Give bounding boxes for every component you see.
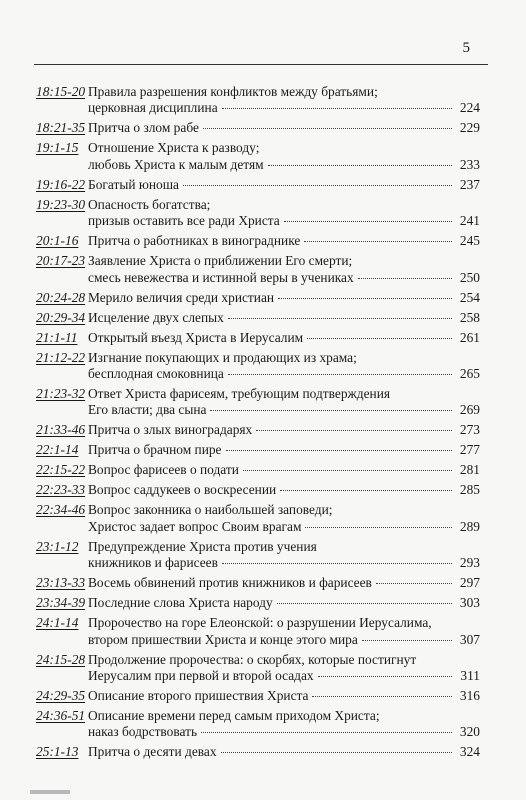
entry-title-line: Правила разрешения конфликтов между братьями; [88,84,378,99]
page-ref: 297 [459,575,480,591]
page-ref: 250 [459,269,480,285]
page-ref: 224 [459,100,480,116]
page-ref: 273 [459,422,480,438]
scripture-reference: 21:33-46 [36,422,86,438]
page-ref: 269 [459,402,480,418]
entry-title-line: Последние слова Христа народу [88,595,273,611]
page-ref: 258 [459,309,480,325]
scripture-reference: 20:24-28 [36,289,86,305]
dot-leader [277,603,452,604]
entry-title-line: Притча о работниках в винограднике [88,233,301,249]
entry-title-line: Иерусалим при первой и второй осадах [88,668,314,684]
scripture-reference: 22:23-33 [36,482,86,498]
scripture-reference: 19:16-22 [36,176,86,192]
dot-leader [362,640,452,641]
dot-leader [228,318,452,319]
page-ref: 311 [460,668,480,684]
dot-leader [358,278,452,279]
header-rule [34,64,488,65]
entry-title-line: Притча о злом рабе [88,120,199,136]
entry-title-line: Продолжение пророчества: о скорбях, которые постигнут [88,651,417,667]
toc-entry [36,539,480,572]
scripture-reference: 25:1-13 [36,744,79,760]
entry-title-line: Отношение Христа к разводу; [88,140,260,156]
toc-entry [36,84,480,117]
entry-title-line: Христос задает вопрос Своим врагам [88,518,302,534]
entry-title-line: книжников и фарисеев [88,555,218,571]
entry-title-line: Вопрос саддукеев о воскресении [88,482,277,498]
entry-title-line: Ответ Христа фарисеям, требующим подтверждения [88,386,391,402]
scripture-reference: 23:1-12 [36,538,79,554]
toc-entry [36,482,480,498]
entry-title-line: смесь невежества и истинной веры в учениках [88,269,354,285]
dot-leader [318,676,452,677]
toc-entry [36,140,480,173]
dot-leader [226,450,452,451]
toc-entry [36,422,480,438]
dot-leader [183,185,452,186]
dot-leader [284,221,452,222]
page-ref: 233 [459,156,480,172]
toc-entry [36,386,480,419]
entry-title-line: бесплодная смоковница [88,366,224,382]
entry-title-line: Описание второго пришествия Христа [88,688,309,704]
toc-entry [36,442,480,458]
toc-entry [36,330,480,346]
toc-entry [36,177,480,193]
entry-title-line: призыв оставить все ради Христа [88,213,280,229]
toc-entry [36,233,480,249]
entry-title-line: Богатый юноша [88,176,179,192]
entry-title-line: втором пришествии Христа и конце этого мира [88,631,358,647]
scripture-reference: 20:29-34 [36,309,86,325]
page-ref: 265 [459,366,480,382]
entry-title-line: Изгнание покупающих и продающих из храма; [88,349,357,365]
page-ref: 303 [459,595,480,611]
toc-entry [36,744,480,760]
entry-title-line: Исцеление двух слепых [88,309,224,325]
page-ref: 229 [459,120,480,136]
page-number: 5 [462,40,470,56]
entry-title-line: Притча о злых виноградарях [88,422,253,438]
dot-leader [203,128,452,129]
entry-title-line: Опасность богатства; [88,196,211,212]
table-of-contents [36,84,480,764]
entry-title-line: Восемь обвинений против книжников и фарисеев [88,575,372,591]
entry-title-line: Открытый въезд Христа в Иерусалим [88,329,304,345]
scripture-reference: 24:36-51 [36,708,86,724]
toc-entry [36,350,480,383]
scripture-reference: 20:17-23 [36,253,86,269]
toc-entry [36,197,480,230]
page-ref: 289 [459,518,480,534]
page-ref: 261 [459,329,480,345]
entry-title-line: Описание времени перед самым приходом Христа; [88,708,380,724]
page-ref: 320 [459,724,480,740]
page-ref: 281 [459,462,480,478]
entry-title-line: Вопрос законника о наибольшей заповеди; [88,502,333,518]
entry-title-line: Вопрос фарисеев о подати [88,462,239,478]
entry-title-line: любовь Христа к малым детям [88,156,264,172]
dot-leader [278,298,452,299]
dot-leader [268,165,452,166]
toc-entry [36,595,480,611]
scripture-reference: 19:23-30 [36,196,86,212]
dot-leader [304,241,452,242]
scripture-reference: 19:1-15 [36,140,79,156]
page-ref: 316 [459,688,480,704]
entry-title-line: Пророчество на горе Елеонской: о разрушении Иерусалима, [88,615,432,631]
scripture-reference: 20:1-16 [36,233,79,249]
scripture-reference: 24:29-35 [36,688,86,704]
page-ref: 285 [459,482,480,498]
scripture-reference: 22:15-22 [36,462,86,478]
toc-entry [36,253,480,286]
toc-entry [36,615,480,648]
scripture-reference: 24:15-28 [36,651,86,667]
dot-leader [201,732,452,733]
page-ref: 245 [459,233,480,249]
scripture-reference: 22:1-14 [36,442,79,458]
page-ref: 237 [459,176,480,192]
scripture-reference: 21:1-11 [36,329,78,345]
dot-leader [228,374,452,375]
dot-leader [222,563,452,564]
scripture-reference: 22:34-46 [36,502,86,518]
entry-title-line: церковная дисциплина [88,100,218,116]
bottom-edge-mark [30,790,70,794]
toc-entry [36,652,480,685]
scripture-reference: 18:21-35 [36,120,86,136]
dot-leader [256,430,452,431]
page-ref: 241 [459,213,480,229]
entry-title-line: Притча о брачном пире [88,442,222,458]
dot-leader [312,696,452,697]
toc-entry [36,290,480,306]
entry-title-line: Его власти; два сына [88,402,207,418]
entry-title-line: Заявление Христа о приближении Его смерти; [88,253,353,269]
dot-leader [376,583,452,584]
dot-leader [243,470,452,471]
page-ref: 277 [459,442,480,458]
page-ref: 293 [459,555,480,571]
toc-entry [36,708,480,741]
entry-title-line: Предупреждение Христа против учения [88,538,317,554]
toc-entry [36,688,480,704]
dot-leader [222,108,452,109]
toc-entry [36,120,480,136]
scripture-reference: 23:34-39 [36,595,86,611]
toc-entry [36,310,480,326]
dot-leader [307,338,452,339]
page-ref: 324 [459,744,480,760]
scripture-reference: 24:1-14 [36,615,79,631]
toc-entry [36,462,480,478]
page-ref: 307 [459,631,480,647]
scripture-reference: 21:23-32 [36,386,86,402]
dot-leader [210,410,452,411]
dot-leader [280,490,452,491]
toc-entry [36,575,480,591]
scripture-reference: 21:12-22 [36,349,86,365]
dot-leader [221,752,452,753]
scripture-reference: 23:13-33 [36,575,86,591]
page-ref: 254 [459,289,480,305]
entry-title-line: наказ бодрствовать [88,724,198,740]
scripture-reference: 18:15-20 [36,84,86,99]
dot-leader [305,527,452,528]
entry-title-line: Притча о десяти девах [88,744,217,760]
toc-entry [36,502,480,535]
entry-title-line: Мерило величия среди христиан [88,289,275,305]
